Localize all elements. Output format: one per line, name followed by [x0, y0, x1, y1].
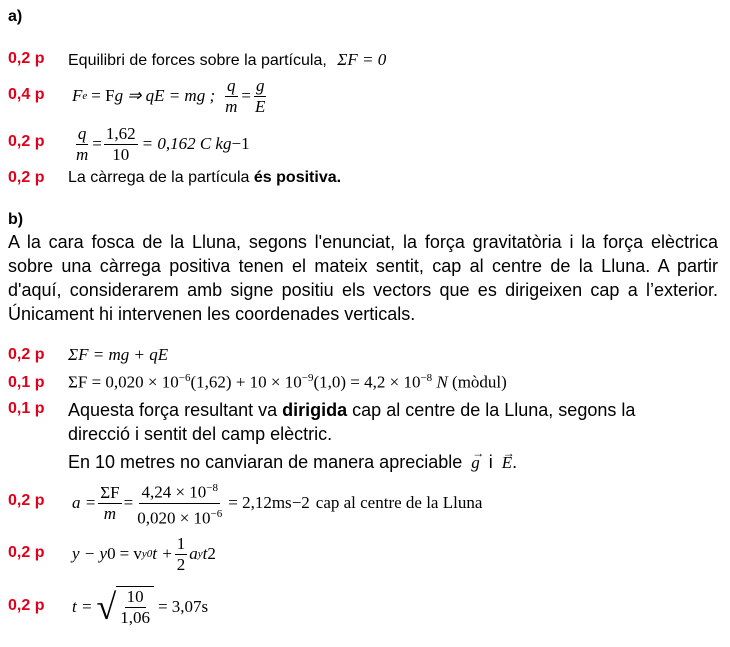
section-b-paragraph: A la cara fosca de la Lluna, segons l'enunciat, la força gravitatòria i la força elèctrica sobre una càrrega positiva tenen el mateix sentit, cap al centre de la Lluna. A partir d'aquí, considerarem amb signe positiu els vectors que es dirigeixen cap a l’exterior. Únicament hi intervenen les coordenades verticals.: [8, 232, 718, 324]
result-qm: = 0,162 C kg: [141, 134, 232, 153]
frac-162-10: $\frac{1,62}{10}$: [105, 123, 136, 164]
points-b6: 0,2 p: [8, 597, 45, 614]
eq-implies: ⇒ qE = mg ;: [127, 86, 216, 105]
b3-line3: En 10 metres no canviaran de manera apreciable: [68, 452, 463, 472]
a3-equation: [72, 120, 250, 168]
b4-equation: a = $\frac{\Sigma F}{m}$ = $\frac{4,24 \times 10^{-8}}{0,020 \times 10^{-6}}$ = 2,12ms −2 cap al centre de la Lluna: [72, 478, 482, 528]
vector-g: → g: [471, 451, 480, 475]
eq-equals-2: =: [92, 134, 102, 153]
eq-fe: F: [72, 86, 83, 105]
a4-description: La càrrega de la partícula: [68, 169, 250, 186]
frac-half: $\frac{1}{2}$: [176, 533, 186, 574]
sub-e: e: [82, 90, 88, 102]
points-b1: 0,2 p: [8, 346, 45, 363]
points-a2: 0,4 p: [8, 86, 45, 103]
sqrt-symbol: √ $\frac{10}{1,06}$: [96, 586, 154, 628]
a1-text: [68, 50, 386, 70]
sup-minus1: −1: [231, 134, 250, 153]
a2-equation: [72, 72, 269, 120]
eq-fg: = F: [91, 86, 115, 105]
points-b2: 0,1 p: [8, 374, 45, 391]
b5-equation: y − y 0 = v y0 t + $\frac{1}{2}$ a y t 2: [72, 533, 216, 574]
points-b4: 0,2 p: [8, 492, 45, 509]
frac-values: $\frac{4,24 \times 10^{-8}}{0,020 \times 10^{-6}}$: [135, 478, 224, 528]
b3-line2: direcció i sentit del camp elèctric.: [68, 424, 333, 444]
points-a1: 0,2 p: [8, 50, 45, 67]
frac-q-m-2: $\frac{q}{m}$: [76, 123, 89, 164]
points-a3: 0,2 p: [8, 133, 45, 150]
a1-description: Equilibri de forces sobre la partícula,: [68, 52, 327, 69]
a1-equation: ΣF = 0: [337, 50, 387, 69]
points-b5: 0,2 p: [8, 544, 45, 561]
sub-g: g: [114, 86, 124, 105]
b3-text: Aquesta força resultant va dirigida cap al centre de la Lluna, segons la direcció i sentit del camp elèctric. En 10 metres no canviaran de manera apreciable → g i → E.: [68, 398, 635, 475]
vector-e: → E: [502, 451, 512, 475]
frac-q-m: $\frac{q}{m}$: [225, 75, 238, 116]
a4-text: [68, 169, 341, 187]
points-b3: 0,1 p: [8, 400, 45, 417]
b2-equation: $\Sigma F = 0,020 \times 10^{-6}(1,62) + 10 \times 10^{-9}(1,0) = 4,2 \times 10^{-8}$ N (mòdul): [68, 372, 507, 392]
eq-equals: =: [241, 86, 251, 105]
a4-bold: és positiva.: [253, 169, 342, 186]
section-a-label: a): [8, 8, 23, 25]
section-b-label: b): [8, 211, 24, 228]
frac-g-e: $\frac{g}{E}$: [255, 75, 266, 116]
b3-bold: dirigida: [282, 400, 348, 420]
frac-10-106: $\frac{10}{1,06}$: [120, 587, 150, 627]
b1-equation: ΣF = mg + qE: [68, 345, 169, 364]
points-a4: 0,2 p: [8, 169, 45, 186]
frac-sumf-m: $\frac{\Sigma F}{m}$: [100, 482, 120, 523]
b6-equation: t = √ $\frac{10}{1,06}$ = 3,07s: [72, 587, 209, 627]
